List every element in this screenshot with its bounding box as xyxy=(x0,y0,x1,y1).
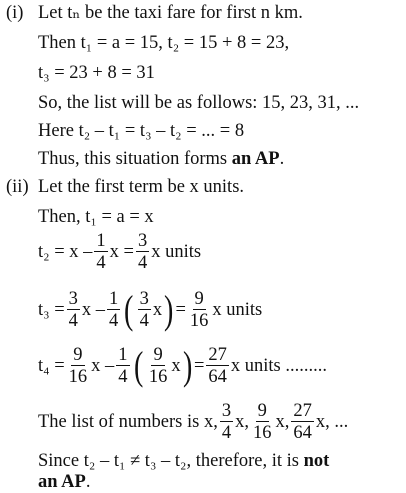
text: t₃ = 23 + 8 = 31 xyxy=(38,63,155,83)
part-i-line-2 xyxy=(38,32,289,54)
text: Thus, this situation forms xyxy=(38,149,232,169)
list-of-numbers xyxy=(38,400,348,444)
numerator: 3 xyxy=(137,230,148,251)
numerator: 3 xyxy=(68,288,78,309)
fraction xyxy=(291,402,314,443)
text: x units ......... xyxy=(230,356,327,376)
denominator: 64 xyxy=(293,423,312,443)
numerator: 9 xyxy=(194,288,204,309)
bold-text: not xyxy=(303,451,330,471)
conclusion-line-1 xyxy=(38,450,329,472)
text: t₂ = x – xyxy=(38,242,93,262)
part-ii-label: (ii) xyxy=(6,177,29,197)
part-ii-line-2 xyxy=(38,206,154,228)
denominator: 16 xyxy=(252,423,272,443)
bold-text: an AP xyxy=(231,149,280,169)
text: x, xyxy=(275,412,290,432)
text: Then, t₁ = a = x xyxy=(38,207,154,227)
fraction xyxy=(251,402,274,443)
fraction xyxy=(67,290,80,331)
fraction xyxy=(94,232,107,273)
numerator: 1 xyxy=(96,230,106,251)
denominator: 4 xyxy=(221,423,232,443)
text: t₄ = xyxy=(38,356,65,376)
part-i-line-4 xyxy=(38,92,359,114)
parenthesis-group xyxy=(122,287,175,332)
part-ii-line-1 xyxy=(38,176,244,198)
fraction xyxy=(138,290,151,331)
text: So, the list will be as follows: 15, 23, 31, ... xyxy=(38,93,360,113)
fraction xyxy=(107,290,120,331)
denominator: 64 xyxy=(208,367,227,387)
text: x xyxy=(171,356,181,376)
denominator: 16 xyxy=(148,367,168,387)
text: The list of numbers is x, xyxy=(38,412,218,432)
text: = xyxy=(193,356,205,376)
text: Then t₁ = a = 15, t₂ = 15 + 8 = 23, xyxy=(38,33,290,53)
fraction xyxy=(136,232,149,273)
numerator: 3 xyxy=(221,400,232,421)
numerator: 1 xyxy=(118,344,128,365)
text: Let tₙ be the taxi fare for first n km. xyxy=(38,3,303,23)
text: x xyxy=(152,300,163,320)
numerator: 9 xyxy=(257,400,267,421)
part-i-line-1 xyxy=(38,2,303,24)
text: x = xyxy=(109,242,134,262)
equation-t2 xyxy=(38,232,201,272)
bold-text: an AP xyxy=(38,472,86,492)
numerator: 1 xyxy=(109,288,119,309)
numerator: 9 xyxy=(153,344,163,365)
part-i-line-6 xyxy=(38,148,284,170)
text: Let the first term be x units. xyxy=(38,177,245,197)
part-i-line-3 xyxy=(38,62,155,84)
part-i-label: (i) xyxy=(6,3,24,23)
equation-t3 xyxy=(38,288,262,332)
denominator: 4 xyxy=(139,311,149,331)
denominator: 4 xyxy=(137,253,148,273)
denominator: 4 xyxy=(96,253,106,273)
fraction xyxy=(220,402,233,443)
text: . xyxy=(279,149,285,169)
text: t₃ = xyxy=(38,300,65,320)
right-paren: ) xyxy=(164,287,174,332)
text: x units xyxy=(212,300,263,320)
parenthesis-group xyxy=(132,343,194,388)
denominator: 16 xyxy=(68,367,88,387)
denominator: 4 xyxy=(118,367,128,387)
denominator: 4 xyxy=(109,311,119,331)
text: Since t₂ – t₁ ≠ t₃ – t₂, therefore, it is xyxy=(38,451,304,471)
numerator: 27 xyxy=(293,400,312,421)
text: = xyxy=(175,300,186,320)
fraction xyxy=(206,346,229,387)
numerator: 27 xyxy=(208,344,227,365)
denominator: 4 xyxy=(68,311,78,331)
fraction xyxy=(188,290,211,331)
text: x – xyxy=(81,300,106,320)
right-paren: ) xyxy=(182,343,192,388)
numerator: 3 xyxy=(139,288,149,309)
text: x, ... xyxy=(315,412,349,432)
conclusion-line-2 xyxy=(38,471,90,493)
fraction xyxy=(67,346,90,387)
equation-t4 xyxy=(38,344,327,388)
fraction xyxy=(116,346,129,387)
numerator: 9 xyxy=(73,344,83,365)
denominator: 16 xyxy=(189,311,209,331)
text: x units xyxy=(151,242,202,262)
text: . xyxy=(85,472,91,492)
left-paren: ( xyxy=(124,287,134,332)
fraction xyxy=(147,346,170,387)
text: x – xyxy=(91,356,115,376)
part-i-line-5 xyxy=(38,120,244,142)
text: x, xyxy=(235,412,249,432)
text: Here t₂ – t₁ = t₃ – t₂ = ... = 8 xyxy=(38,121,245,141)
left-paren: ( xyxy=(133,343,143,388)
